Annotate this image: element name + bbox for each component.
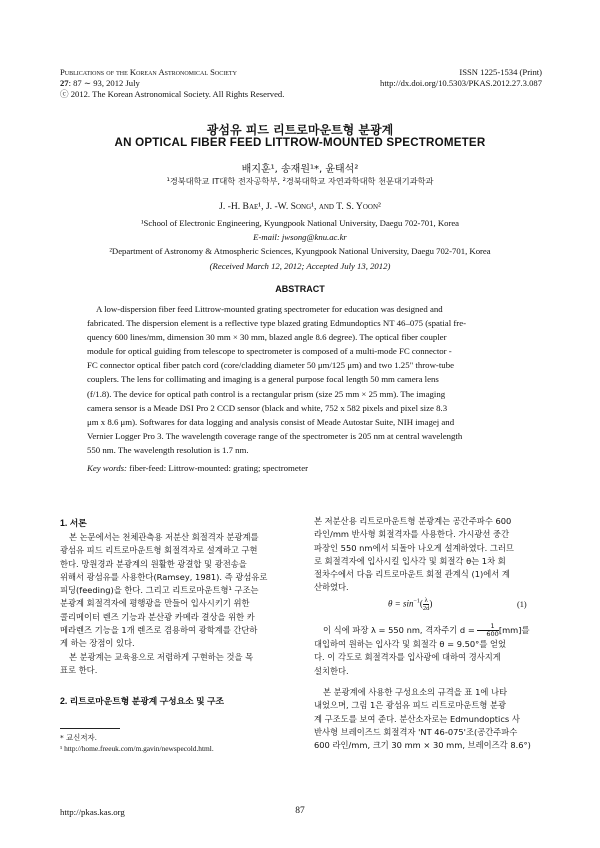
section-1-heading: 1. 서론 [60,518,87,528]
copyright-line: ⓒ 2012. The Korean Astronomical Society. All Rights Reserved. [60,89,285,99]
intro-line: 위해서 광섬유를 사용한다(Ramsey, 1981). 즉 광섬유로 [60,571,268,582]
abstract-line: quency 600 lines/mm, dimension 30 mm × 30 mm, blazed angle 8.6 degree). The optical fiber coupler [87,332,447,343]
abstract-line: Vernier Logger Pro 3. The wavelength coverage range of the spectrometer is 205 nm at central wavelength [87,430,463,441]
right-p1-line: 파장인 550 nm에서 되돌아 나오게 설계하였다. 그러므 [314,542,514,553]
abstract-line: module for optical guiding from telescope to spectrometer is composed of a multi-mode FC connector - [87,346,452,357]
period-fraction [477,623,498,638]
page-number: 87 [295,806,305,816]
affiliation-1: ¹School of Electronic Engineering, Kyungpook National University, Daegu 702-701, Korea [140,218,460,228]
abstract-heading: ABSTRACT [275,284,325,294]
footer-url[interactable]: http://pkas.kas.org [60,807,125,817]
eq-denominator: 2d [422,605,430,612]
abstract-line: camera sensor is a Meade DSI Pro 2 CCD sensor (black and white, 752 x 582 pixels and pixel size 8.3 [87,402,448,413]
right-p1-line: 절차수에서 다음 리트로마운트 회절 관계식 (1)에서 계 [314,569,510,580]
abstract-line: (f/1.8). The device for optical path control is a rectangular prism (size 25 mm × 25 mm). The imaging [87,388,446,399]
right-p3-line: 600 라인/mm, 크기 30 mm × 30 mm, 브레이즈각 8.6°) [314,740,531,751]
right-paragraph-3 [314,686,541,752]
issn: ISSN 1225-1534 (Print) [459,67,542,77]
equation-1: $\theta = \sin^{-1}$( $\frac{\lambda}{2d}$ ) [388,597,433,612]
intro-paragraph-2 [60,651,297,678]
affiliation-2: ²Department of Astronomy & Atmospheric Sciences, Kyungpook National University, Daegu 702-701, Korea [109,246,491,256]
p2-lead: 이 식에 파장 λ = 550 nm, 격자주기 d = [323,625,475,635]
journal-name: Publications of the Korean Astronomical Society [60,67,237,77]
doi-link[interactable]: http://dx.doi.org/10.5303/PKAS.2012.27.3.087 [380,78,542,88]
abstract-line: A low-dispersion fiber feed Littrow-mounted grating spectrometer for education was designed and [96,304,443,314]
right-p3-line: 계 구조도를 보여 준다. 분산소자로는 Edmundoptics 사 [314,713,520,724]
right-p3-line: 본 분광계에 사용한 구성요소의 규격을 표 1에 나타 [323,687,508,697]
title-english: AN OPTICAL FIBER FEED LITTROW-MOUNTED SPECTROMETER [114,136,486,149]
keywords-text: fiber-feed: Littrow-mounted: grating; spectrometer [129,463,309,473]
intro-line: 피딩(feeding)을 한다. 그리고 리트로마운트형¹ 구조는 [60,585,259,596]
right-p3-line: 반사형 브레이즈드 회절격자 'NT 46-075'조(공간주파수 [314,726,518,737]
intro-line: 게 하는 장점이 있다. [60,638,135,649]
intro-line: 본 논문에서는 천체관측용 저분산 회절격자 분광계를 [69,532,259,542]
eq-superscript: −1 [413,598,420,605]
right-p2-line: 대입하여 원하는 입사각 및 회절각 θ = 9.50°를 얻었 [314,639,507,649]
eq-theta: θ = sin [388,598,414,609]
right-p2-line: 설치한다. [314,665,349,676]
intro-line: 분광계 회절격자에 평행광을 만들어 입사시키기 위한 [60,598,250,609]
footnote-rule [60,728,120,729]
intro-line: 메라렌즈 기능을 1개 렌즈로 겸용하여 광학계를 간단하 [60,625,258,636]
right-p2-line: 다. 이 각도로 회절격자를 입사광에 대하여 경사지게 [314,652,501,663]
keywords [87,463,308,473]
received-date: (Received March 12, 2012; Accepted July 13, 2012) [209,261,391,271]
right-p3-line: 내었으며, 그림 1은 광섬유 피드 리트로마운트형 분광 [314,700,507,711]
eq-numerator: λ [424,597,428,604]
right-paragraph-1 [314,515,541,595]
abstract-line: μm x 8.6 μm). Softwares for data logging and analysis consist of Meade Autostar Suite, NIH imagej and [87,416,455,427]
right-paragraph-2 [314,623,541,678]
abstract-line: couplers. The lens for collimating and imaging is a general purpose focal length 50 mm camera lens [87,374,439,385]
intro-p2-line1: 본 분광계는 교육용으로 저렴하게 구현하는 것을 목 [69,652,254,662]
journal-header [60,67,284,100]
volume-number: 27 [60,78,69,88]
intro-paragraph [60,531,297,651]
authors-english: J. -H. Bae¹, J. -W. Song¹, and T. S. Yoon² [219,201,381,212]
section-2-heading: 2. 리트로마운트형 분광계 구성요소 및 구조 [60,696,225,706]
right-p1-line: 산하였다. [314,582,349,593]
title-korean: 광섬유 피드 리트로마운트형 분광계 [206,123,394,137]
footnote-1: * 교신저자. [60,733,97,742]
email[interactable]: E-mail: jwsong@knu.ac.kr [253,232,347,242]
abstract-line: FC connector optical fiber patch cord (core/cladding diameter 50 μm/125 μm) and two 1.25" throw-tube [87,360,454,371]
right-p1-line: 라인/mm 반사형 회절격자를 사용한다. 가시광선 중간 [314,529,510,540]
pages-date: : 87 ∼ 93, 2012 July [68,78,140,88]
intro-line: 콜리메이터 렌즈 기능과 분산광 카메라 결상을 위한 카 [60,611,255,622]
affiliation-korean: ¹경북대학교 IT대학 전자공학부, ²경북대학교 자연과학대학 천문대기과학과 [166,176,434,186]
right-p1-line: 로 회절격자에 입사시킬 입사각 및 회절각 θ는 1차 회 [314,555,506,566]
intro-line: 한다. 망원경과 분광계의 원활한 광결합 및 광전송을 [60,558,247,569]
period-numerator: 1 [477,623,498,631]
abstract-line: fabricated. The dispersion element is a reflective type blazed grating Edmundoptics NT 46–075 (spatial fre- [87,318,467,329]
p2-unit: [mm]를 [498,625,530,635]
footnote-2[interactable]: ¹ http://home.freeuk.com/m.gavin/newspecold.html. [60,744,214,753]
abstract-body [87,302,514,457]
intro-p2-line2: 표로 한다. [60,665,98,676]
abstract-line: 550 nm. The wavelength resolution is 1.7 nm. [87,444,249,455]
intro-line: 광섬유 피드 리트로마운트형 회절격자로 설계하고 구현 [60,545,258,556]
eq-fraction [423,597,430,612]
header-right [380,67,542,89]
p2-lines [314,638,541,678]
authors-korean: 배지훈¹, 송재원¹*, 윤태석² [241,164,359,175]
right-p1-line: 본 저분산용 리트로마운트형 분광계는 공간주파수 600 [314,516,512,526]
period-denominator: 600 [486,630,499,638]
equation-label: (1) [517,600,527,609]
keywords-label: Key words: [87,463,127,473]
